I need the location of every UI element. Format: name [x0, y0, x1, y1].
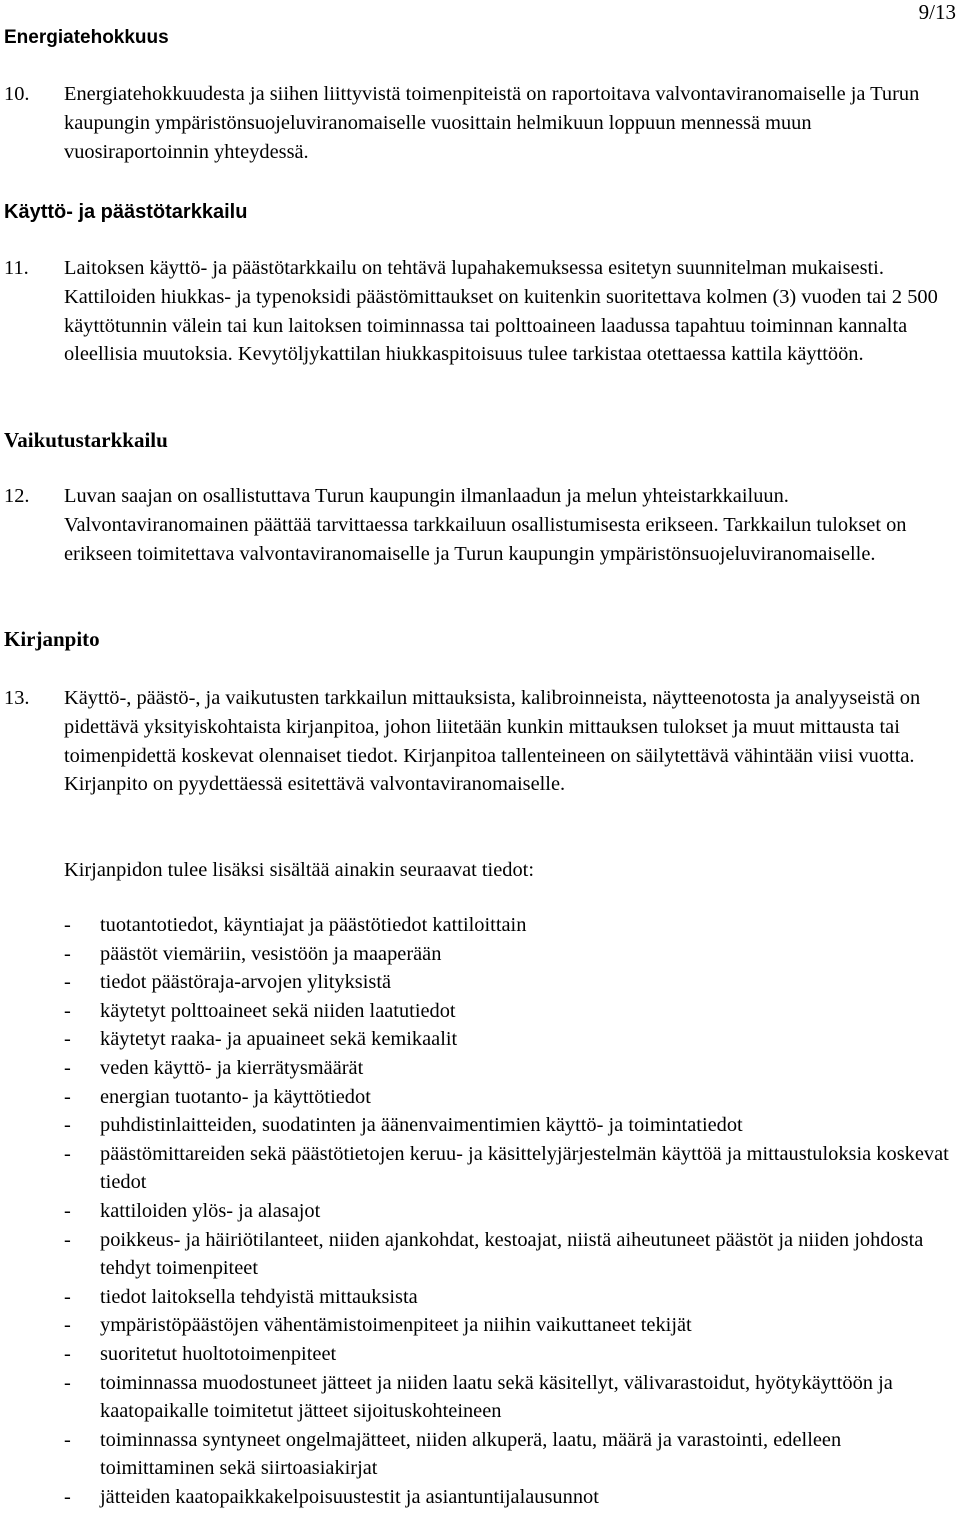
list-item-text: tuotantotiedot, käyntiajat ja päästötiedot kattiloittain: [100, 914, 527, 936]
list-dash: -: [64, 1285, 71, 1308]
heading-kirjanpito: Kirjanpito: [4, 627, 100, 651]
list-item-text: päästöt viemäriin, vesistöön ja maaperään: [100, 942, 442, 965]
list-dash: -: [64, 1028, 71, 1051]
list-dash: -: [64, 999, 71, 1022]
list-dash: -: [64, 1085, 71, 1108]
record-requirements-list: [4, 911, 954, 1511]
list-item: [4, 1283, 954, 1312]
heading-kaytto-ja-paastotarkkailu: Käyttö- ja päästötarkkailu: [4, 201, 248, 223]
list-item-text: jätteiden kaatopaikkakelpoisuustestit ja asiantuntijalausunnot: [100, 1485, 599, 1508]
section-title-energiatehokkuus: Energiatehokkuus: [4, 27, 169, 48]
list-dash: -: [64, 1314, 71, 1337]
page-number: 9/13: [918, 0, 956, 24]
list-item: [4, 1025, 954, 1054]
paragraph-number: 12.: [4, 485, 30, 507]
paragraph-10: [4, 80, 954, 166]
heading-vaikutustarkkailu: Vaikutustarkkailu: [4, 428, 168, 452]
list-item-text: puhdistinlaitteiden, suodatinten ja äänenvaimentimien käyttö- ja toimintatiedot: [100, 1114, 743, 1137]
paragraph-number: 11.: [4, 257, 29, 279]
list-dash: -: [64, 1056, 71, 1079]
paragraph-13: [4, 684, 954, 799]
list-dash: -: [64, 914, 71, 936]
list-item-text: päästömittareiden sekä päästötietojen keruu- ja käsittelyjärjestelmän käyttöä ja mittaustuloksia koskevat tiedot: [100, 1142, 949, 1194]
list-dash: -: [64, 1342, 71, 1365]
list-dash: -: [64, 1428, 71, 1451]
list-item: [4, 1083, 954, 1112]
list-item: [4, 1369, 954, 1426]
list-item: [4, 1226, 954, 1283]
list-item-text: käytetyt polttoaineet sekä niiden laatutiedot: [100, 999, 456, 1022]
list-item: [4, 1340, 954, 1369]
paragraph-number: 13.: [4, 687, 30, 709]
list-item-text: suoritetut huoltotoimenpiteet: [100, 1342, 337, 1365]
list-dash: -: [64, 1228, 71, 1251]
list-item: [4, 1054, 954, 1083]
list-item-text: ympäristöpäästöjen vähentämistoimenpiteet ja niihin vaikuttaneet tekijät: [100, 1314, 692, 1337]
list-dash: -: [64, 1114, 71, 1137]
list-item: [4, 1483, 954, 1512]
list-item: [4, 1311, 954, 1340]
list-item-text: käytetyt raaka- ja apuaineet sekä kemikaalit: [100, 1028, 458, 1051]
list-item-text: kattiloiden ylös- ja alasajot: [100, 1199, 321, 1222]
list-dash: -: [64, 942, 71, 965]
paragraph-text: Laitoksen käyttö- ja päästötarkkailu on tehtävä lupahakemuksessa esitetyn suunnitelman mukaisesti. Kattiloiden hiukkas- ja typenoksidi päästömittaukset on kuitenkin suoritettava kolmen (3) vuoden tai 2 500 käyttötunnin välein tai kun laitoksen toiminnassa tai polttoaineen laadussa tapahtuu toiminnan kannalta oleellisia muutoksia. Kevytöljykattilan hiukkaspitoisuus tulee tarkistaa otettaessa kattila käyttöön.: [64, 257, 938, 366]
list-dash: -: [64, 1485, 71, 1508]
list-dash: -: [64, 1199, 71, 1222]
list-item-text: tiedot laitoksella tehdyistä mittauksista: [100, 1285, 418, 1308]
list-item: [4, 997, 954, 1026]
list-intro: Kirjanpidon tulee lisäksi sisältää ainakin seuraavat tiedot:: [64, 859, 534, 881]
list-dash: -: [64, 1142, 71, 1165]
list-item-text: poikkeus- ja häiriötilanteet, niiden ajankohdat, kestoajat, niistä aiheutuneet päästöt ja niiden johdosta tehdyt toimenpiteet: [100, 1228, 924, 1280]
list-item: [4, 1140, 954, 1197]
list-dash: -: [64, 1371, 71, 1394]
list-item: [4, 911, 954, 940]
list-item: [4, 1197, 954, 1226]
list-item-text: veden käyttö- ja kierrätysmäärät: [100, 1056, 364, 1079]
list-item-text: tiedot päästöraja-arvojen ylityksistä: [100, 971, 392, 994]
list-item: [4, 940, 954, 969]
list-item: [4, 1111, 954, 1140]
paragraph-12: [4, 482, 954, 568]
paragraph-number: 10.: [4, 83, 30, 105]
list-item-text: energian tuotanto- ja käyttötiedot: [100, 1085, 371, 1108]
paragraph-text: Luvan saajan on osallistuttava Turun kaupungin ilmanlaadun ja melun yhteistarkkailuun. Valvontaviranomainen päättää tarvittaessa tarkkailuun osallistumisesta erikseen. Tarkkailun tulokset on erikseen toimitettava valvontaviranomaiselle ja Turun kaupungin ympäristönsuojeluviranomaiselle.: [64, 485, 907, 565]
paragraph-text: Käyttö-, päästö-, ja vaikutusten tarkkailun mittauksista, kalibroinneista, näytteenotosta ja analyyseistä on pidettävä yksityiskohtaista kirjanpitoa, johon liitetään kunkin mittauksen tulokset ja muut mittausta tai toimenpidettä koskevat olennaiset tiedot. Kirjanpitoa tallenteineen on säilytettävä vähintään viisi vuotta. Kirjanpito on pyydettäessä esitettävä valvontaviranomaiselle.: [64, 687, 921, 796]
list-item: [4, 1426, 954, 1483]
list-dash: -: [64, 971, 71, 994]
list-item: [4, 968, 954, 997]
paragraph-11: [4, 254, 954, 369]
list-item-text: toiminnassa muodostuneet jätteet ja niiden laatu sekä käsitellyt, välivarastoidut, hyötykäyttöön ja kaatopaikalle toimitetut jätteet sijoituskohteineen: [100, 1371, 893, 1423]
paragraph-text: Energiatehokkuudesta ja siihen liittyvistä toimenpiteistä on raportoitava valvontaviranomaiselle ja Turun kaupungin ympäristönsuojeluviranomaiselle vuosittain helmikuun loppuun mennessä muun vuosiraportoinnin yhteydessä.: [64, 83, 920, 163]
list-item-text: toiminnassa syntyneet ongelmajätteet, niiden alkuperä, laatu, määrä ja varastointi, edelleen toimittaminen sekä siirtoasiakirjat: [100, 1428, 842, 1480]
